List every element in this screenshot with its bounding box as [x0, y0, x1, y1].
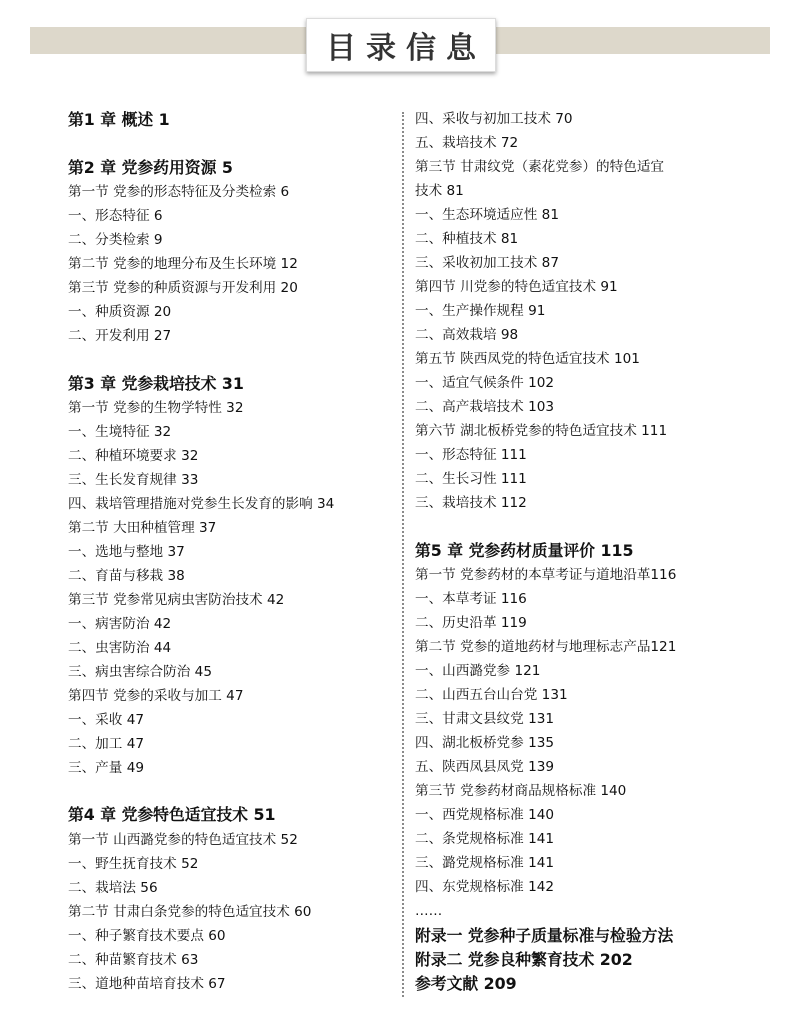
toc-section: 第六节 湖北板桥党参的特色适宜技术 111 [415, 423, 668, 439]
toc-item: 四、东党规格标准 142 [415, 879, 555, 895]
toc-item: 二、生长习性 111 [415, 471, 527, 487]
toc-item: 一、山西潞党参 121 [415, 663, 541, 679]
toc-section: 第一节 党参的形态特征及分类检索 6 [68, 184, 290, 200]
toc-section: 第四节 党参的采收与加工 47 [68, 688, 244, 704]
toc-item: 一、生产操作规程 91 [415, 303, 546, 319]
toc-item: 二、高产栽培技术 103 [415, 399, 555, 415]
toc-ellipsis: …… [415, 903, 443, 919]
toc-item: 一、病害防治 42 [68, 616, 172, 632]
toc-item: 二、虫害防治 44 [68, 640, 172, 656]
toc-item: 三、道地种苗培育技术 67 [68, 976, 226, 992]
column-divider [402, 112, 404, 997]
toc-appendix: 附录二 党参良种繁育技术 202 [415, 950, 633, 969]
toc-item: 四、栽培管理措施对党参生长发育的影响 34 [68, 496, 335, 512]
toc-item: 二、开发利用 27 [68, 328, 172, 344]
toc-section: 第三节 党参的种质资源与开发利用 20 [68, 280, 298, 296]
toc-section: 技术 81 [415, 183, 464, 199]
toc-item: 四、采收与初加工技术 70 [415, 111, 573, 127]
toc-item: 二、分类检索 9 [68, 232, 163, 248]
toc-section: 第三节 党参常见病虫害防治技术 42 [68, 592, 285, 608]
toc-item: 一、生境特征 32 [68, 424, 172, 440]
toc-item: 一、采收 47 [68, 712, 144, 728]
toc-item: 五、栽培技术 72 [415, 135, 519, 151]
toc-section: 第三节 甘肃纹党（素花党参）的特色适宜 [415, 159, 665, 175]
toc-section: 第四节 川党参的特色适宜技术 91 [415, 279, 618, 295]
toc-section: 第二节 甘肃白条党参的特色适宜技术 60 [68, 904, 312, 920]
toc-section: 第五节 陕西凤党的特色适宜技术 101 [415, 351, 640, 367]
toc-item: 二、栽培法 56 [68, 880, 158, 896]
toc-item: 二、种苗繁育技术 63 [68, 952, 199, 968]
toc-appendix: 附录一 党参种子质量标准与检验方法 [415, 926, 674, 945]
toc-chapter: 第2 章 党参药用资源 5 [68, 158, 233, 177]
toc-chapter: 第3 章 党参栽培技术 31 [68, 374, 244, 393]
toc-item: 一、种质资源 20 [68, 304, 172, 320]
title-box [306, 18, 496, 72]
toc-section: 第二节 党参的道地药材与地理标志产品121 [415, 639, 677, 655]
toc-item: 二、种植技术 81 [415, 231, 519, 247]
toc-item: 一、适宜气候条件 102 [415, 375, 555, 391]
toc-item: 三、病虫害综合防治 45 [68, 664, 212, 680]
toc-item: 二、种植环境要求 32 [68, 448, 199, 464]
toc-item: 二、历史沿革 119 [415, 615, 527, 631]
toc-item: 二、条党规格标准 141 [415, 831, 555, 847]
toc-chapter: 第4 章 党参特色适宜技术 51 [68, 805, 276, 824]
toc-item: 三、栽培技术 112 [415, 495, 527, 511]
toc-item: 一、形态特征 6 [68, 208, 163, 224]
toc-item: 一、生态环境适应性 81 [415, 207, 559, 223]
page-title: 目录信息 [326, 31, 486, 66]
toc-item: 二、高效栽培 98 [415, 327, 519, 343]
toc-item: 三、产量 49 [68, 760, 144, 776]
toc-item: 二、加工 47 [68, 736, 144, 752]
toc-item: 一、种子繁育技术要点 60 [68, 928, 226, 944]
toc-section: 第二节 党参的地理分布及生长环境 12 [68, 256, 298, 272]
toc-item: 一、形态特征 111 [415, 447, 527, 463]
toc-item: 二、山西五台山台党 131 [415, 687, 568, 703]
toc-section: 第一节 山西潞党参的特色适宜技术 52 [68, 832, 298, 848]
toc-item: 二、育苗与移栽 38 [68, 568, 185, 584]
toc-chapter: 第1 章 概述 1 [68, 110, 170, 129]
toc-item: 三、生长发育规律 33 [68, 472, 199, 488]
toc-item: 一、本草考证 116 [415, 591, 527, 607]
toc-item: 一、选地与整地 37 [68, 544, 185, 560]
toc-section: 第一节 党参的生物学特性 32 [68, 400, 244, 416]
toc-item: 一、野生抚育技术 52 [68, 856, 199, 872]
toc-item: 一、西党规格标准 140 [415, 807, 555, 823]
toc-chapter: 第5 章 党参药材质量评价 115 [415, 541, 634, 560]
toc-section: 第二节 大田种植管理 37 [68, 520, 217, 536]
toc-references: 参考文献 209 [415, 974, 517, 993]
toc-section: 第一节 党参药材的本草考证与道地沿革116 [415, 567, 677, 583]
toc-section: 第三节 党参药材商品规格标准 140 [415, 783, 627, 799]
toc-item: 三、采收初加工技术 87 [415, 255, 559, 271]
toc-item: 五、陕西凤县凤党 139 [415, 759, 555, 775]
toc-item: 三、甘肃文县纹党 131 [415, 711, 555, 727]
toc-item: 三、潞党规格标准 141 [415, 855, 555, 871]
toc-item: 四、湖北板桥党参 135 [415, 735, 555, 751]
